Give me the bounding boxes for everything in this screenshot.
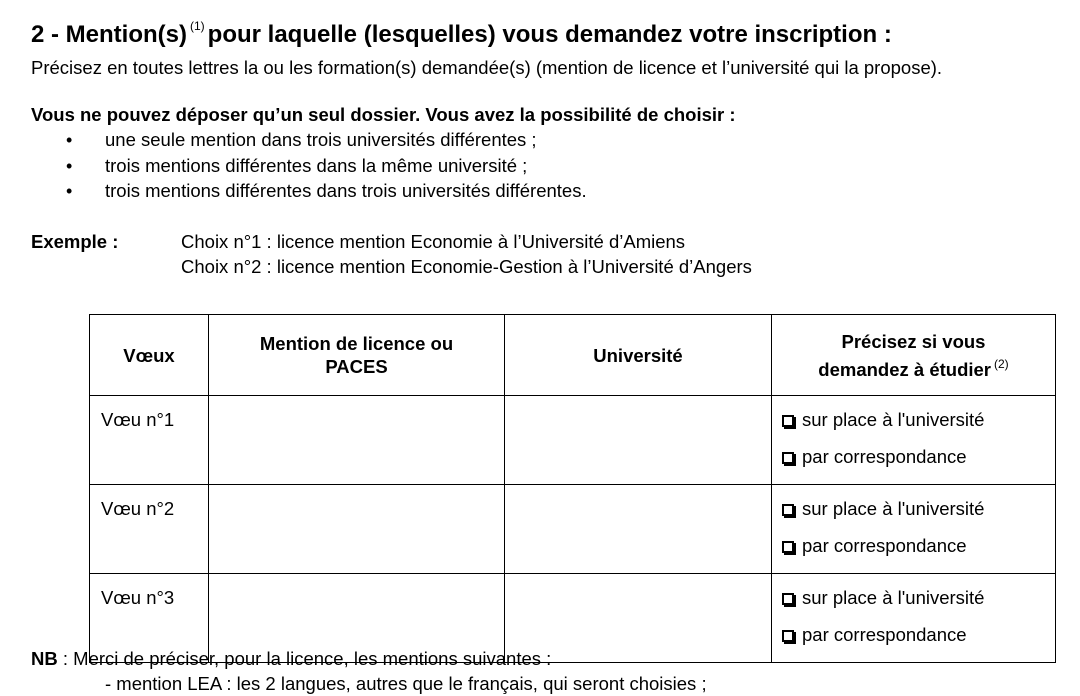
- checkbox-icon[interactable]: [782, 630, 794, 642]
- heading-text-part2: pour laquelle (lesquelles) vous demandez votre inscription :: [207, 21, 892, 48]
- header-mention: [209, 315, 505, 396]
- intro-text: Précisez en toutes lettres la ou les formation(s) demandée(s) (mention de licence et l’université qui la propose).: [31, 57, 943, 78]
- checkbox-icon[interactable]: [782, 452, 794, 464]
- checkbox-icon[interactable]: [782, 541, 794, 553]
- header-precisez-line2: demandez à étudier: [818, 358, 992, 380]
- table-row: [90, 396, 1056, 485]
- header-precisez-line1: Précisez si vous: [841, 330, 986, 352]
- section-heading: [31, 10, 892, 51]
- example-lines: [181, 229, 752, 279]
- checkbox-icon[interactable]: [782, 504, 794, 516]
- correspondence-option[interactable]: par correspondance: [782, 536, 1055, 573]
- header-voeux: Vœux: [90, 315, 209, 396]
- example-line-1: Choix n°1 : licence mention Economie à l’Université d’Amiens: [181, 231, 686, 252]
- example-label: Exemple :: [31, 231, 119, 252]
- table-header-row: [90, 315, 1056, 396]
- header-mention-line1: Mention de licence ou: [259, 333, 454, 354]
- table-row: [90, 485, 1056, 574]
- option-text: une seule mention dans trois universités différentes ;: [105, 129, 537, 150]
- onsite-option[interactable]: sur place à l'université: [782, 588, 1055, 625]
- header-universite: Université: [505, 315, 772, 396]
- header-mention-line2: PACES: [325, 356, 388, 377]
- row-label: Vœu n°2: [90, 485, 209, 574]
- row-label: Vœu n°1: [90, 396, 209, 485]
- checkbox-icon[interactable]: [782, 593, 794, 605]
- universite-cell[interactable]: [505, 485, 772, 574]
- nb-text: : Merci de préciser, pour la licence, les mentions suivantes :: [57, 648, 552, 669]
- nb-item: - mention LEA : les 2 langues, autres que le français, qui seront choisies ;: [105, 673, 707, 694]
- onsite-option[interactable]: sur place à l'université: [782, 499, 1055, 536]
- bullet-icon: •: [66, 130, 73, 150]
- checkbox-icon[interactable]: [782, 415, 794, 427]
- correspondence-option[interactable]: par correspondance: [782, 447, 1055, 484]
- rule-text: Vous ne pouvez déposer qu’un seul dossier. Vous avez la possibilité de choisir :: [31, 104, 736, 125]
- universite-cell[interactable]: [505, 396, 772, 485]
- study-mode-cell: [772, 396, 1056, 485]
- header-footnote-marker: (2): [994, 356, 1009, 371]
- heading-footnote-marker: (1): [190, 19, 205, 33]
- wishes-table: [89, 314, 1056, 663]
- onsite-option[interactable]: sur place à l'université: [782, 410, 1055, 447]
- nb-label: NB: [31, 648, 58, 669]
- study-mode-cell: [772, 574, 1056, 663]
- option-text: trois mentions différentes dans trois universités différentes.: [105, 180, 587, 201]
- nb-note: [31, 647, 551, 671]
- study-mode-cell: [772, 485, 1056, 574]
- correspondence-option[interactable]: par correspondance: [782, 625, 1055, 662]
- option-text: trois mentions différentes dans la même université ;: [105, 154, 528, 176]
- row-label: Vœu n°3: [90, 574, 209, 663]
- header-precisez: [772, 315, 1056, 396]
- bullet-icon: •: [66, 181, 73, 201]
- example-line-2: Choix n°2 : licence mention Economie-Gestion à l’Université d’Angers: [181, 256, 752, 277]
- mention-cell[interactable]: [209, 396, 505, 485]
- heading-text-part1: 2 - Mention(s): [31, 21, 187, 48]
- bullet-icon: •: [66, 155, 73, 176]
- mention-cell[interactable]: [209, 485, 505, 574]
